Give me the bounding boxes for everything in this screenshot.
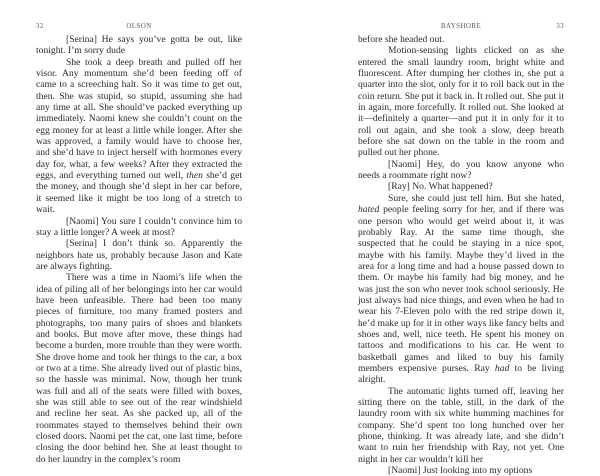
dialogue-paragraph: [Naomi] You sure I couldn’t convince him to stay a little longer? A week at most? (36, 215, 242, 238)
body-text-right (358, 34, 564, 476)
page-number: 32 (36, 22, 44, 30)
paragraph: There was a time in Naomi’s life when the idea of piling all of her belongings into her car would have been unfeasible. There had been too many pieces of furniture, too many framed posters and photographs, too many pairs of shoes and blankets and books. But move after move, these things had become a burden, more trouble than they were worth. She drove home and took her things to the car, a box or two at a time. She already lived out of plastic bins, so the hassle was minimal. Now, though her trunk was full and all of the seats were filled with boxes, she was still able to see out of the rear windshield and recline her seat. As she packed up, all of the roommates stayed to themselves behind their own closed doors. Naomi pet the cat, one last time, before closing the door behind her. She at least thought to do her laundry in the complex’s room (36, 272, 242, 465)
dialogue-paragraph: [Ray] No. What happened? (388, 181, 493, 193)
emphasis: then (186, 170, 203, 182)
running-head-left (36, 21, 242, 31)
paragraph: She took a deep breath and pulled off her visor. Any momentum she’d been feeding off of came to a screeching halt. So it was time to get out, then. She was stupid, so stupid, assuming she had any time at all. She should’ve packed everything up immediately. Naomi knew she couldn’t count on the egg money for at least a little while longer. After she was approved, a family would have to choose her, and she’d have to inject herself with hormones every day for, what, a few weeks? After they extracted the eggs, and everything turned out well, then she’d get the money, and though she’d slept in her car before, it seemed like it might be too long of a stretch to wait. (36, 56, 242, 216)
left-page (0, 0, 300, 468)
dialogue-paragraph: [Naomi] Hey, do you know anyone who needs a roommate right now? (358, 158, 564, 182)
right-page (300, 0, 600, 476)
dialogue-paragraph: [Naomi] Just looking into my options (388, 465, 533, 476)
emphasis: had (494, 362, 510, 374)
title-running-head: BAYSHORE (440, 22, 482, 30)
paragraph: Sure, she could just tell him. But she hated, hated people feeling sorry for her, and if there was one person who would get weird about it, it was probably Ray. At the same time though, she suspected that he could be staying in a nice spot, maybe with his family. Maybe they’d lived in the area for a long time and had a house passed down to them. Or maybe his family had big money, and he was just the son who never took school seriously. He just always had nice things, and even when he had to wear his 7-Eleven polo with the red stripe down it, he’d make up for it in other ways like fancy belts and shoes and, well, nice teeth. He spent his money on tattoos and modifications to his car. He went to basketball games and liked to buy his family members expensive purses. Ray had to be living alright. (358, 192, 565, 386)
emphasis: hated (358, 204, 380, 216)
paragraph: The automatic lights turned off, leaving her sitting there on the table, still, in the dark of the laundry room with six white humming machines for company. She’d spent too long hunched over her phone, thinking. It was already late, and she didn’t want to ruin her friendship with Ray, not yet. One night in her car wouldn’t kill her (358, 385, 564, 465)
page-number: 33 (556, 22, 564, 30)
author-running-head: OLSON (126, 22, 152, 30)
body-text-left (36, 34, 242, 465)
paragraph: Motion-sensing lights clicked on as she entered the small laundry room, bright white and fluorescent. After dumping her clothes in, she put a quarter into the slot, only for it to roll back out in the coin return. She put it back in. It rolled out. She put it in again, more forcefully. It rolled out. She looked at it—definitely a quarter—and put it in only for it to roll out again, and she took a slow, deep breath before she sat down on the table in the room and pulled out her phone. (358, 45, 564, 159)
dialogue-paragraph: [Serina] He says you’ve gotta be out, like tonight. I’m sorry dude (36, 34, 242, 57)
paragraph-continuation: before she headed out. (358, 34, 445, 45)
running-head-right (358, 21, 564, 31)
dialogue-paragraph: [Serina] I don’t think so. Apparently the neighbors hate us, probably because Jason and Kate are always fighting. (36, 238, 242, 272)
